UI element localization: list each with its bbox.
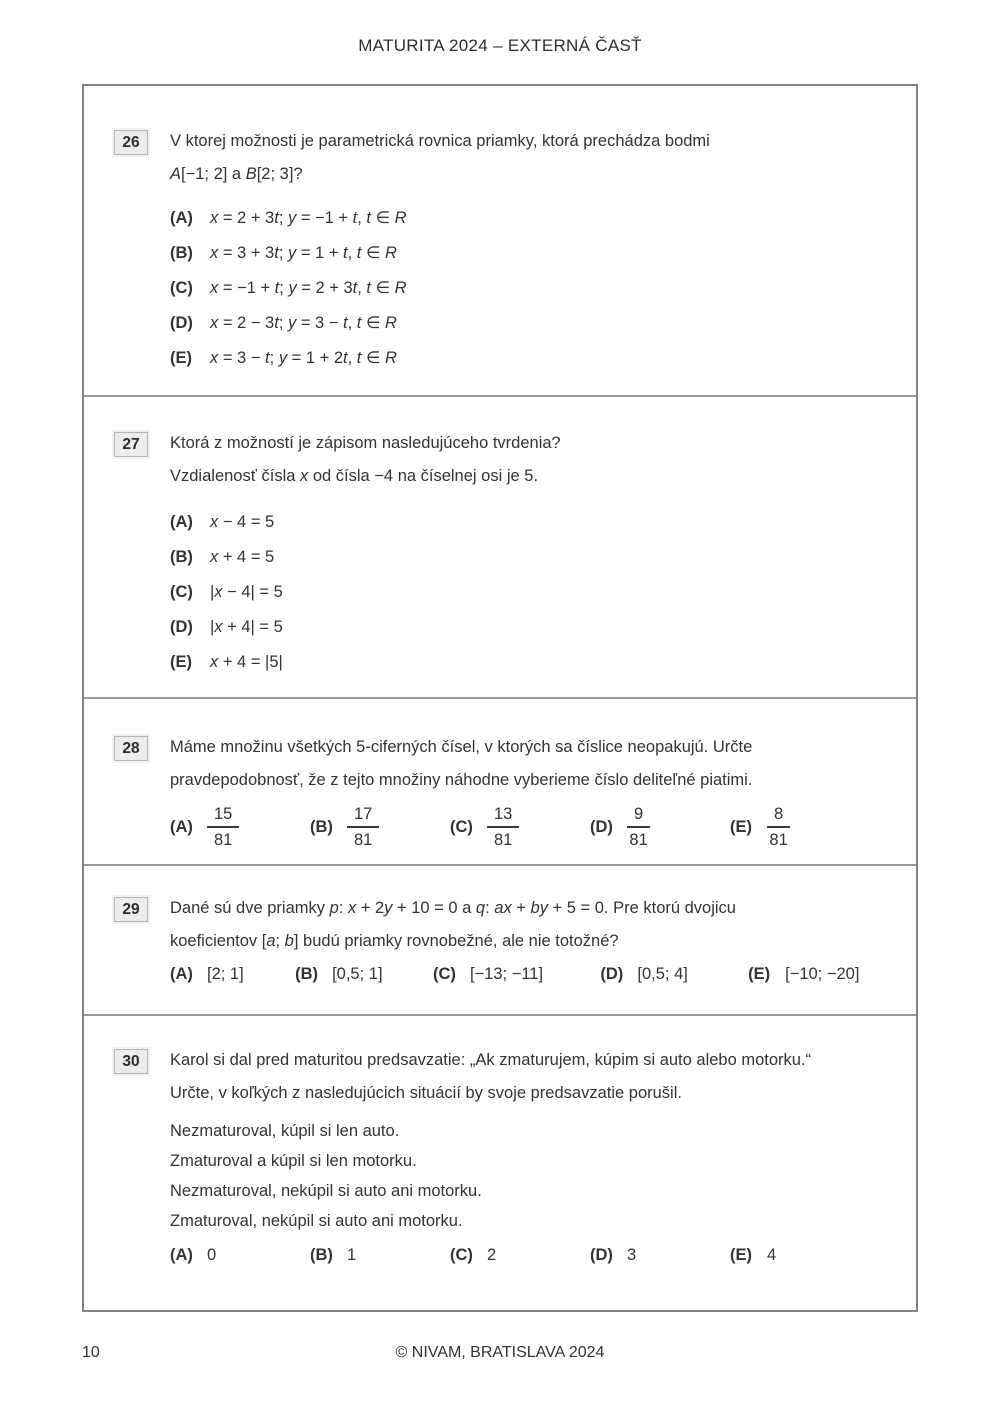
prose: a xyxy=(457,899,476,917)
option-label: (C) xyxy=(170,583,193,601)
option-29-C xyxy=(433,965,600,984)
question-30 xyxy=(84,1014,916,1310)
option-label: (B) xyxy=(170,244,193,262)
option-math: x = 2 + 3t; y = −1 + t, t ∈ R xyxy=(210,209,407,227)
option-math: |x + 4| = 5 xyxy=(210,618,283,636)
fraction xyxy=(767,804,790,850)
option-27-D xyxy=(170,616,886,638)
question-30-text-line1: Karol si dal pred maturitou predsavzatie: „Ak zmaturujem, kúpim si auto alebo motorku.“ xyxy=(170,1051,812,1069)
option-value: 0 xyxy=(207,1246,217,1264)
question-26-options xyxy=(170,207,886,369)
fraction-denominator: 81 xyxy=(494,831,513,849)
option-label: (D) xyxy=(600,965,624,983)
option-math: x = −1 + t; y = 2 + 3t, t ∈ R xyxy=(210,279,407,297)
option-label: (D) xyxy=(170,618,193,636)
prose: koeficientov xyxy=(170,932,262,950)
option-27-A xyxy=(170,511,886,533)
question-26 xyxy=(84,86,916,395)
question-27-text-line1: Ktorá z možností je zápisom nasledujúceho tvrdenia? xyxy=(170,434,561,452)
option-math: x + 4 = |5| xyxy=(210,653,283,671)
option-value: 2 xyxy=(487,1246,497,1264)
option-28-A xyxy=(170,804,310,850)
option-30-A xyxy=(170,1246,310,1265)
question-27-options xyxy=(170,511,886,673)
math-line-q: q: ax + by + 5 = 0. xyxy=(475,899,609,917)
option-label: (E) xyxy=(170,349,192,367)
prose: Dané sú dve priamky xyxy=(170,899,330,917)
fraction xyxy=(487,804,519,850)
math-pair-ab: [a; b] xyxy=(261,932,299,950)
question-29 xyxy=(84,864,916,1014)
fraction-denominator: 81 xyxy=(354,831,373,849)
fraction-numerator: 8 xyxy=(767,804,790,828)
statement-2: Zmaturoval a kúpil si len motorku. xyxy=(170,1152,417,1170)
question-28 xyxy=(84,697,916,864)
option-value: 3 xyxy=(627,1246,637,1264)
prose: budú priamky rovnobežné, ale nie totožné? xyxy=(298,932,619,950)
option-label: (A) xyxy=(170,965,193,983)
option-label: (C) xyxy=(450,1246,473,1264)
statement-3: Nezmaturoval, nekúpil si auto ani motorku. xyxy=(170,1182,482,1200)
footer-page-number: 10 xyxy=(82,1344,100,1361)
option-math: [−13; −11] xyxy=(469,965,544,983)
question-27 xyxy=(84,395,916,697)
option-math: x + 4 = 5 xyxy=(210,548,275,566)
questions-box xyxy=(82,84,918,1312)
math-line-p: p: x + 2y + 10 = 0 xyxy=(329,899,458,917)
option-label: (A) xyxy=(170,209,193,227)
question-26-number-badge: 26 xyxy=(114,130,148,155)
option-math: [2; 1] xyxy=(207,965,244,983)
option-math: [−10; −20] xyxy=(785,965,860,983)
fraction-numerator: 15 xyxy=(207,804,239,828)
question-30-options xyxy=(170,1246,886,1265)
option-label: (C) xyxy=(432,965,456,983)
option-math: x = 2 − 3t; y = 3 − t, t ∈ R xyxy=(210,314,397,332)
prose: od čísla −4 na číselnej osi je 5. xyxy=(308,467,539,485)
question-29-text-line2 xyxy=(170,930,886,952)
fraction xyxy=(627,804,650,850)
option-26-D xyxy=(170,312,886,334)
option-label: (A) xyxy=(170,513,193,531)
fraction-numerator: 17 xyxy=(347,804,379,828)
option-label: (E) xyxy=(730,817,752,836)
option-math: x = 3 + 3t; y = 1 + t, t ∈ R xyxy=(210,244,397,262)
fraction-denominator: 81 xyxy=(214,831,233,849)
option-math: [0,5; 4] xyxy=(637,965,688,983)
option-29-D xyxy=(600,965,748,984)
option-math: x = 3 − t; y = 1 + 2t, t ∈ R xyxy=(210,349,397,367)
option-label: (D) xyxy=(170,314,193,332)
option-value: 4 xyxy=(767,1246,777,1264)
fraction xyxy=(207,804,239,850)
question-27-text-line2 xyxy=(170,465,886,487)
question-30-text-line2: Určte, v koľkých z nasledujúcich situácií by svoje predsavzatie porušil. xyxy=(170,1084,682,1102)
question-28-options xyxy=(170,802,886,852)
option-label: (B) xyxy=(295,965,318,983)
option-label: (A) xyxy=(170,1246,193,1264)
option-30-E xyxy=(730,1246,870,1265)
option-29-B xyxy=(295,965,433,984)
option-26-C xyxy=(170,277,886,299)
question-29-options xyxy=(170,965,886,984)
option-label: (E) xyxy=(748,965,771,983)
page-title: MATURITA 2024 – EXTERNÁ ČASŤ xyxy=(358,36,642,55)
option-28-C xyxy=(450,804,590,850)
option-30-C xyxy=(450,1246,590,1265)
option-26-B xyxy=(170,242,886,264)
question-26-text-line2 xyxy=(170,163,886,185)
option-30-D xyxy=(590,1246,730,1265)
option-27-B xyxy=(170,546,886,568)
option-math: |x − 4| = 5 xyxy=(210,583,283,601)
question-26-text-line1: V ktorej možnosti je parametrická rovnica priamky, ktorá prechádza bodmi xyxy=(170,132,710,150)
fraction-denominator: 81 xyxy=(769,831,788,849)
footer-copyright: © NIVAM, BRATISLAVA 2024 xyxy=(395,1344,605,1361)
fraction-numerator: 9 xyxy=(627,804,650,828)
option-26-A xyxy=(170,207,886,229)
option-value: 1 xyxy=(347,1246,357,1264)
question-30-statements xyxy=(170,1120,886,1232)
option-label: (E) xyxy=(170,653,192,671)
fraction-denominator: 81 xyxy=(629,831,648,849)
option-29-A xyxy=(170,965,295,984)
option-label: (E) xyxy=(730,1246,752,1264)
prose: Vzdialenosť čísla xyxy=(170,467,301,485)
math-point-a: A[−1; 2] xyxy=(170,165,228,183)
question-28-text-line1: Máme množinu všetkých 5-ciferných čísel, v ktorých sa číslice neopakujú. Určte xyxy=(170,738,753,756)
option-math: [0,5; 1] xyxy=(332,965,383,983)
math-point-b: B[2; 3]? xyxy=(245,165,303,183)
option-label: (D) xyxy=(590,1246,613,1264)
option-28-D xyxy=(590,804,730,850)
page-footer xyxy=(0,1344,1000,1368)
question-28-text-line2: pravdepodobnosť, že z tejto množiny náhodne vyberieme číslo deliteľné piatimi. xyxy=(170,771,753,789)
option-label: (B) xyxy=(170,548,193,566)
question-29-text-line1 xyxy=(170,897,886,919)
option-29-E xyxy=(748,965,886,984)
option-label: (C) xyxy=(170,279,193,297)
option-label: (B) xyxy=(310,817,333,836)
fraction-numerator: 13 xyxy=(487,804,519,828)
option-math: x − 4 = 5 xyxy=(210,513,275,531)
math-x: x xyxy=(300,467,309,485)
question-28-number-badge: 28 xyxy=(114,736,148,761)
option-30-B xyxy=(310,1246,450,1265)
fraction xyxy=(347,804,379,850)
option-27-E xyxy=(170,651,886,673)
option-label: (C) xyxy=(450,817,473,836)
prose-connector: a xyxy=(227,165,246,183)
question-30-number-badge: 30 xyxy=(114,1049,148,1074)
option-28-E xyxy=(730,804,870,850)
option-label: (B) xyxy=(310,1246,333,1264)
option-label: (A) xyxy=(170,817,193,836)
option-28-B xyxy=(310,804,450,850)
option-26-E xyxy=(170,347,886,369)
question-27-number-badge: 27 xyxy=(114,432,148,457)
question-29-number-badge: 29 xyxy=(114,897,148,922)
option-label: (D) xyxy=(590,817,613,836)
prose: Pre ktorú dvojicu xyxy=(608,899,736,917)
option-27-C xyxy=(170,581,886,603)
statement-1: Nezmaturoval, kúpil si len auto. xyxy=(170,1122,400,1140)
statement-4: Zmaturoval, nekúpil si auto ani motorku. xyxy=(170,1212,463,1230)
